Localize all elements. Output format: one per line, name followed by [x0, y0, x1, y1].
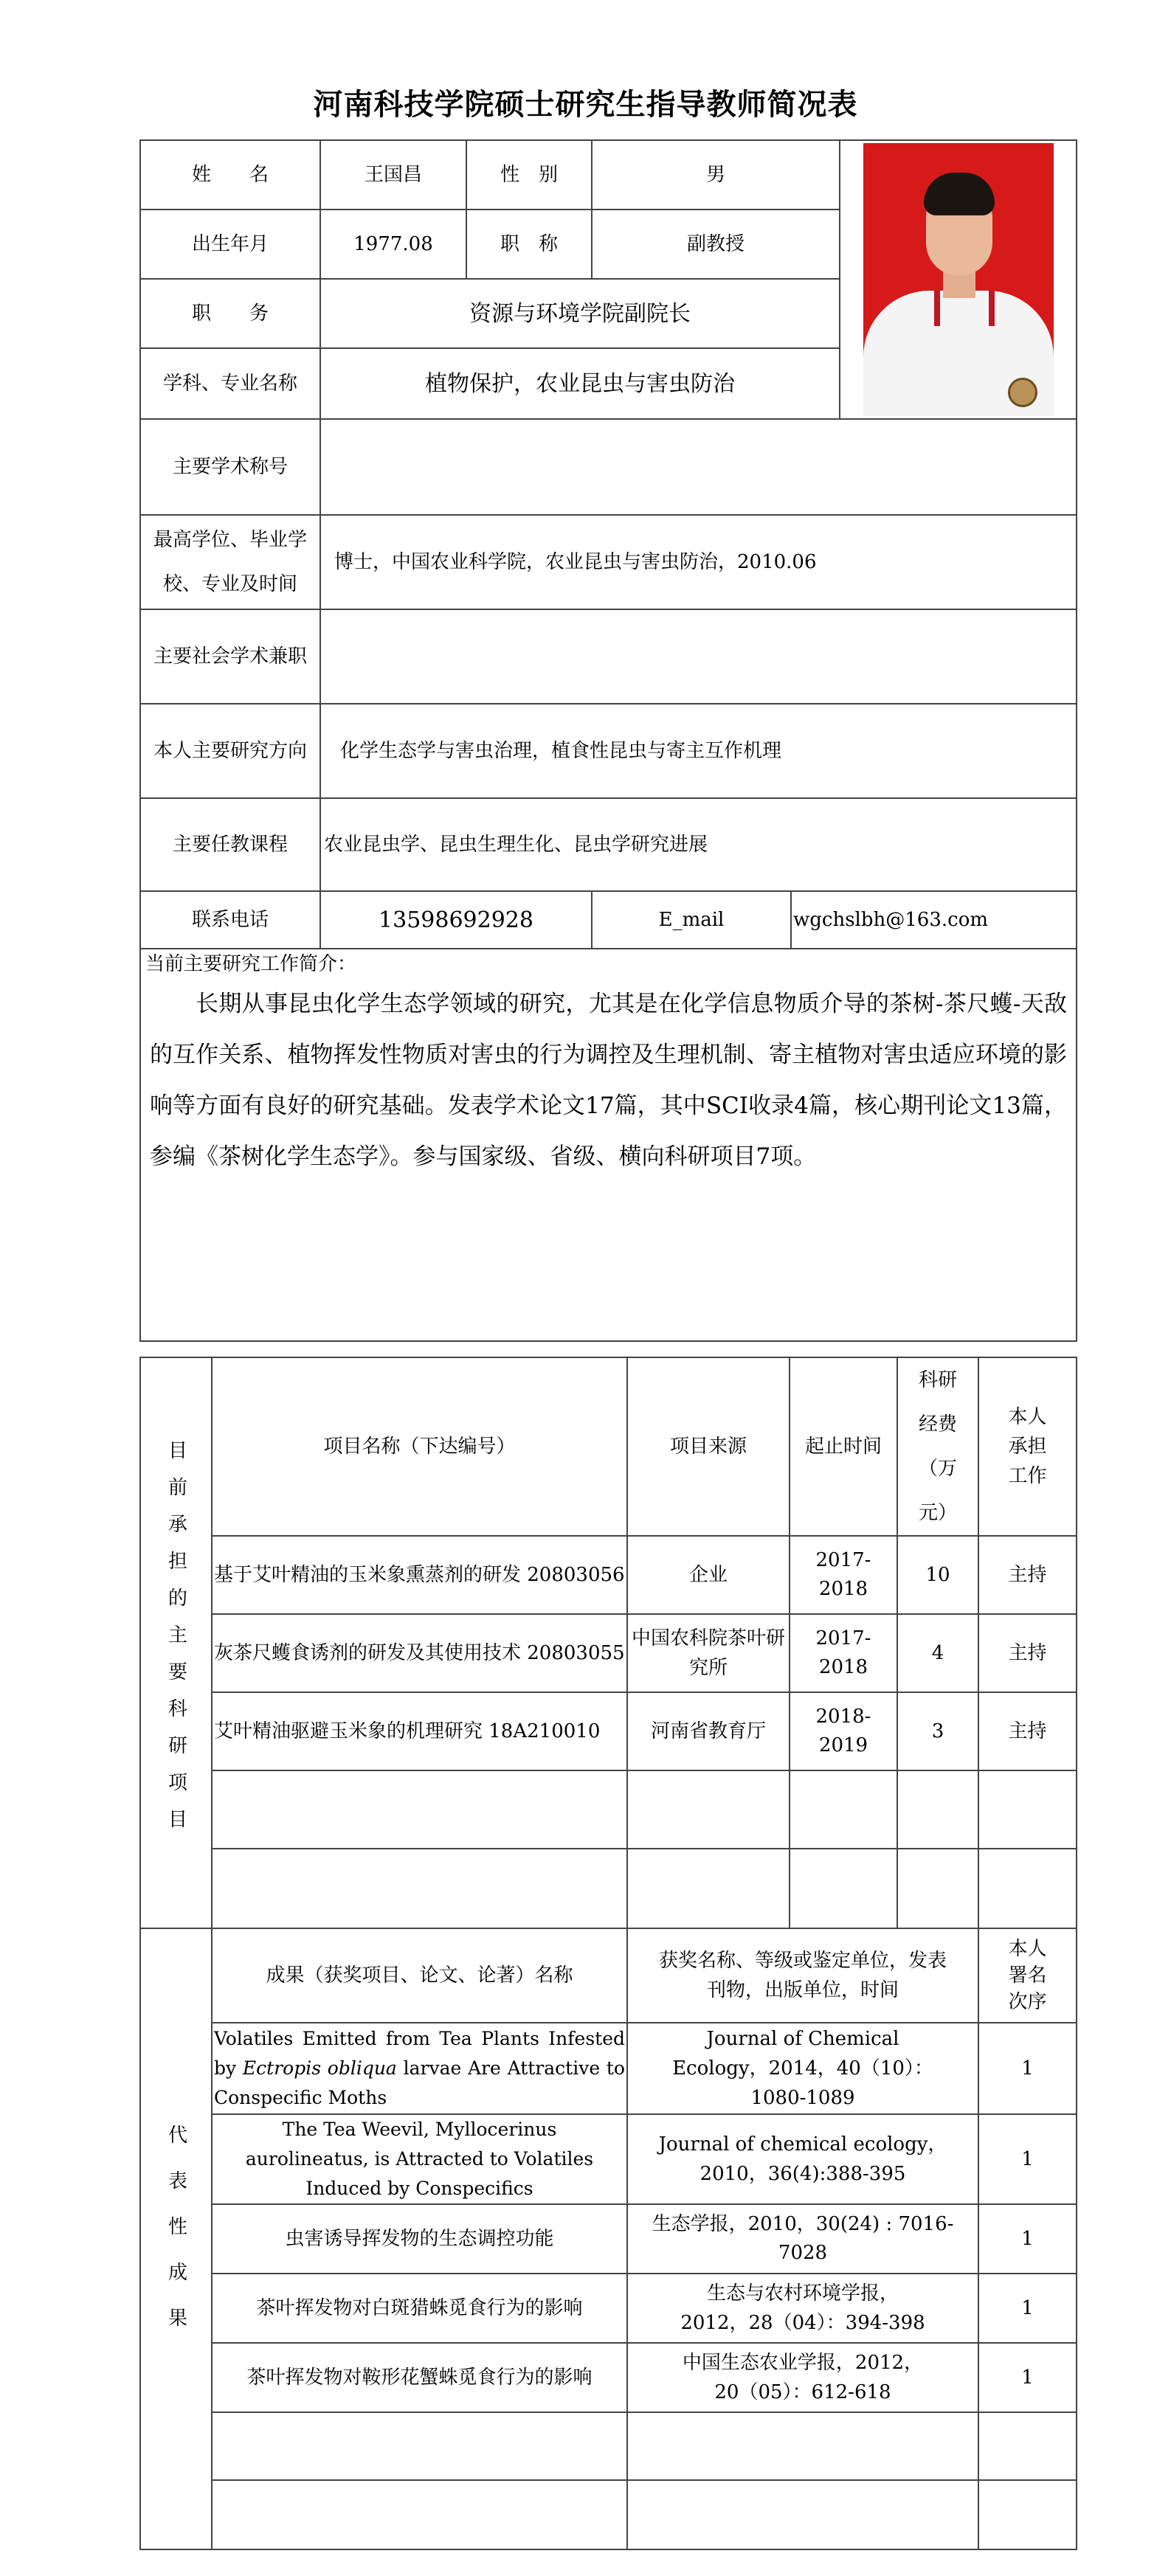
empty-cell	[627, 2480, 978, 2549]
achievement-row	[140, 2023, 1077, 2114]
project-name: 艾叶精油驱避玉米象的机理研究 18A210010	[212, 1692, 627, 1770]
empty-cell	[790, 1770, 897, 1849]
projects-header-name: 项目名称（下达编号）	[212, 1357, 627, 1536]
empty-cell	[627, 2412, 978, 2480]
achievement-order: 1	[978, 2204, 1077, 2274]
project-source: 河南省教育厅	[627, 1692, 790, 1770]
rank-value: 副教授	[592, 210, 840, 279]
portrait-photo	[863, 143, 1054, 416]
achievements-header-order: 本人署名次序	[978, 1928, 1077, 2023]
empty-cell	[897, 1770, 978, 1849]
empty-cell	[978, 1770, 1077, 1849]
achievement-order: 1	[978, 2114, 1077, 2204]
projects-section-label	[140, 1357, 212, 1928]
honor-label: 主要学术称号	[140, 419, 320, 515]
achievement-row	[140, 2204, 1077, 2274]
achievement-row	[140, 2274, 1077, 2343]
project-period: 2017-2018	[790, 1614, 897, 1692]
email-value: wgchslbh@163.com	[791, 891, 1077, 949]
empty-cell	[978, 2412, 1077, 2480]
degree-label: 最高学位、毕业学校、专业及时间	[140, 515, 320, 609]
project-row-empty	[140, 1770, 1077, 1849]
research-label: 本人主要研究方向	[140, 704, 320, 798]
project-source: 中国农科院茶叶研究所	[627, 1614, 790, 1692]
achievement-name-species: Ectropis obliqua	[242, 2057, 397, 2079]
project-source: 企业	[627, 1536, 790, 1614]
achievement-venue: Journal of chemical ecology，2010，36(4):388-395	[627, 2114, 978, 2204]
name-value: 王国昌	[320, 140, 466, 210]
intro-cell	[140, 949, 1077, 1341]
achievement-venue: 生态学报，2010，30(24) : 7016-7028	[627, 2204, 978, 2274]
achievement-row-empty	[140, 2412, 1077, 2480]
empty-cell	[212, 2480, 627, 2549]
empty-cell	[897, 1849, 978, 1928]
project-row	[140, 1614, 1077, 1692]
courses-value: 农业昆虫学、昆虫生理生化、昆虫学研究进展	[320, 798, 1077, 891]
achievement-name-part: larvae Are Attractive to Conspecific Moths	[214, 2057, 625, 2108]
projects-section-text: 目前承担的主要科研项目	[165, 1440, 187, 1846]
project-period: 2017-2018	[790, 1536, 897, 1614]
achievement-row-empty	[140, 2480, 1077, 2549]
achievement-name: 茶叶挥发物对白斑猎蛛觅食行为的影响	[212, 2274, 627, 2343]
achievement-name	[212, 2023, 627, 2114]
achievement-venue: 生态与农村环境学报，2012，28（04）：394-398	[627, 2274, 978, 2343]
intro-label: 当前主要研究工作简介：	[145, 953, 357, 975]
honor-value	[320, 419, 1077, 515]
achievement-name: The Tea Weevil, Myllocerinus aurolineatus, is Attracted to Volatiles Induced by Conspecifics	[212, 2114, 627, 2204]
empty-cell	[212, 1770, 627, 1849]
empty-cell	[978, 1849, 1077, 1928]
empty-cell	[790, 1849, 897, 1928]
achievement-name: 茶叶挥发物对鞍形花蟹蛛觅食行为的影响	[212, 2343, 627, 2412]
project-role: 主持	[978, 1692, 1077, 1770]
form-title: 河南科技学院硕士研究生指导教师简况表	[313, 87, 858, 122]
photo-badge	[1008, 378, 1037, 407]
empty-cell	[212, 2412, 627, 2480]
photo-collar	[934, 291, 995, 326]
phone-value: 13598692928	[320, 891, 592, 949]
photo-cell	[840, 140, 1077, 419]
project-period: 2018-2019	[790, 1692, 897, 1770]
project-funding: 3	[897, 1692, 978, 1770]
achievements-header-venue: 获奖名称、等级或鉴定单位，发表刊物，出版单位，时间	[627, 1928, 978, 2023]
projects-header-source: 项目来源	[627, 1357, 790, 1536]
phone-label: 联系电话	[140, 891, 320, 949]
project-role: 主持	[978, 1536, 1077, 1614]
project-funding: 4	[897, 1614, 978, 1692]
project-row	[140, 1536, 1077, 1614]
achievements-section-text: 代表性成果	[165, 2125, 187, 2353]
empty-cell	[627, 1770, 790, 1849]
project-row-empty	[140, 1849, 1077, 1928]
achievement-order: 1	[978, 2343, 1077, 2412]
achievement-venue: Journal of Chemical Ecology，2014，40（10）：1080-1089	[627, 2023, 978, 2114]
position-value: 资源与环境学院副院长	[320, 279, 840, 348]
photo-hair	[924, 173, 995, 215]
empty-cell	[212, 1849, 627, 1928]
projects-header-period: 起止时间	[790, 1357, 897, 1536]
achievement-row	[140, 2343, 1077, 2412]
project-row	[140, 1692, 1077, 1770]
project-name: 灰茶尺蠖食诱剂的研发及其使用技术 20803055	[212, 1614, 627, 1692]
achievement-order: 1	[978, 2274, 1077, 2343]
projects-achievements-table	[139, 1357, 1077, 2550]
project-name: 基于艾叶精油的玉米象熏蒸剂的研发 20803056	[212, 1536, 627, 1614]
project-role: 主持	[978, 1614, 1077, 1692]
achievement-name: 虫害诱导挥发物的生态调控功能	[212, 2204, 627, 2274]
projects-header-funding: 科研经费（万元）	[897, 1357, 978, 1536]
achievement-venue: 中国生态农业学报，2012，20（05）：612-618	[627, 2343, 978, 2412]
social-label: 主要社会学术兼职	[140, 609, 320, 704]
birth-label: 出生年月	[140, 210, 320, 279]
gender-label: 性 别	[466, 140, 592, 210]
courses-label: 主要任教课程	[140, 798, 320, 891]
social-value	[320, 609, 1077, 704]
gender-value: 男	[592, 140, 840, 210]
achievement-name-part: Volatiles Emitted from Tea Plants Infested by	[214, 2028, 625, 2079]
empty-cell	[978, 2480, 1077, 2549]
discipline-label: 学科、专业名称	[140, 348, 320, 419]
rank-label: 职 称	[466, 210, 592, 279]
position-label: 职 务	[140, 279, 320, 348]
achievement-row	[140, 2114, 1077, 2204]
projects-header-role: 本人承担工作	[978, 1357, 1077, 1536]
birth-value: 1977.08	[320, 210, 466, 279]
achievement-order: 1	[978, 2023, 1077, 2114]
profile-table	[139, 139, 1077, 1342]
degree-value: 博士，中国农业科学院，农业昆虫与害虫防治，2010.06	[320, 515, 1077, 609]
discipline-value: 植物保护，农业昆虫与害虫防治	[320, 348, 840, 419]
email-label: E_mail	[592, 891, 791, 949]
achievements-header-name: 成果（获奖项目、论文、论著）名称	[212, 1928, 627, 2023]
project-funding: 10	[897, 1536, 978, 1614]
achievements-section-label	[140, 1928, 212, 2549]
intro-text: 长期从事昆虫化学生态学领域的研究，尤其是在化学信息物质介导的茶树-茶尺蠖-天敌的互作关系、植物挥发性物质对害虫的行为调控及生理机制、寄主植物对害虫适应环境的影响等方面有良好的研究基础。发表学术论文17篇，其中SCI收录4篇，核心期刊论文13篇，参编《茶树化学生态学》。参与国家级、省级、横向科研项目7项。	[150, 991, 1068, 1170]
empty-cell	[627, 1849, 790, 1928]
name-label: 姓 名	[140, 140, 320, 210]
research-value: 化学生态学与害虫治理，植食性昆虫与寄主互作机理	[320, 704, 1077, 798]
